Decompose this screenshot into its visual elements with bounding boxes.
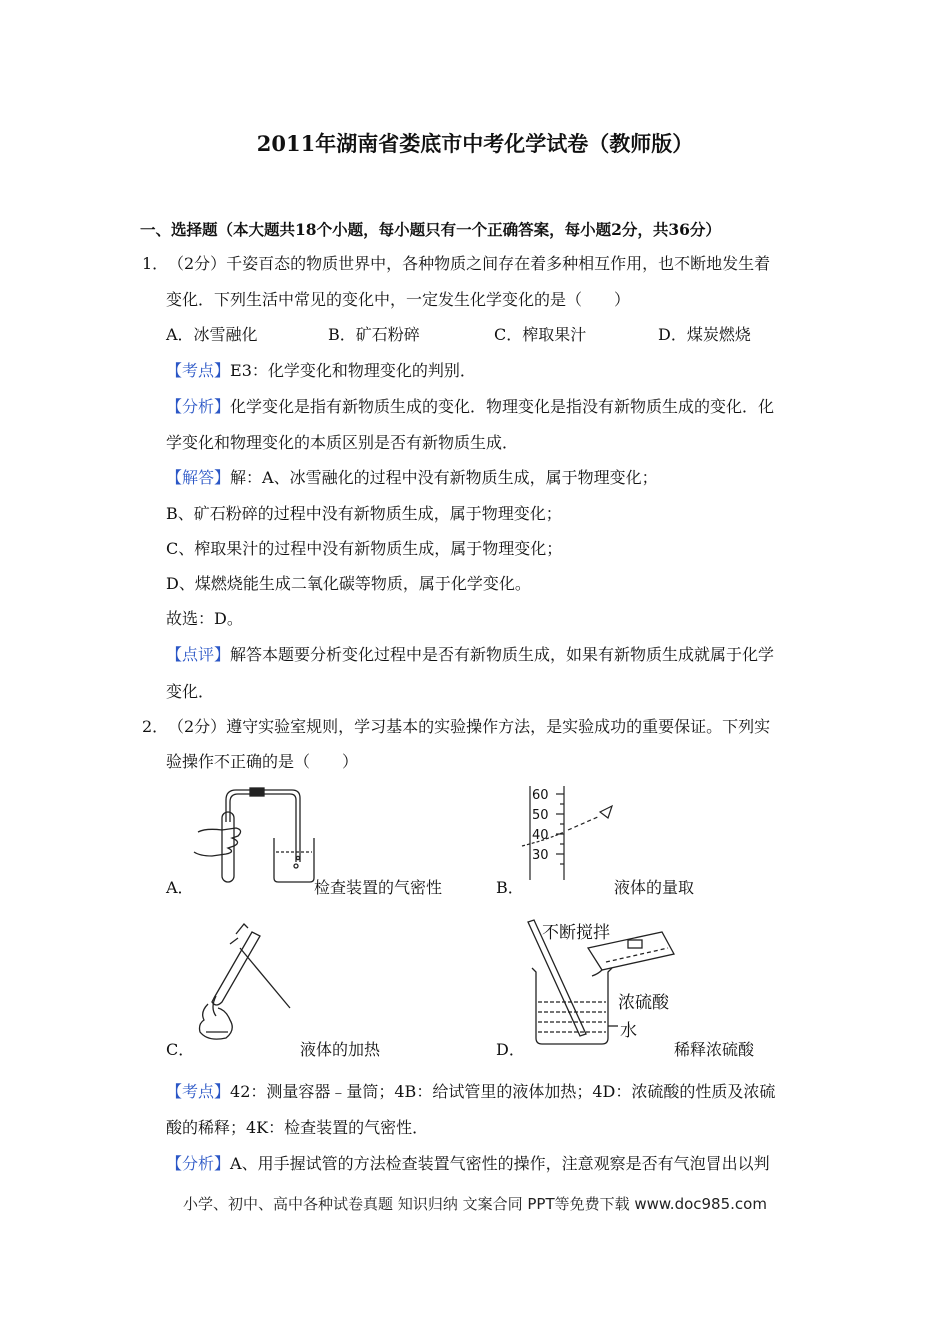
dianping-text: 解答本题要分析变化过程中是否有新物质生成，如果有新物质生成就属于化学	[230, 645, 775, 664]
q1-fenxi-line2: 学变化和物理变化的本质区别是否有新物质生成．	[166, 433, 519, 452]
fenxi-tag: 【分析】	[166, 397, 231, 416]
q1-stem-line2: 变化．下列生活中常见的变化中，一定发生化学变化的是（ ）	[166, 290, 631, 309]
q1-option-d: D．煤炭燃烧	[658, 325, 751, 344]
q1-kaodian	[166, 361, 476, 381]
q1-jieda-line4: D、煤燃烧能生成二氧化碳等物质，属于化学变化。	[166, 574, 531, 593]
q2-kaodian-line2: 酸的稀释；4K：检查装置的气密性．	[166, 1118, 429, 1137]
q1-number: 1．	[142, 254, 169, 273]
q2-option-c-caption: 液体的加热	[300, 1040, 381, 1059]
cylinder-tick-30: 30	[532, 848, 549, 863]
kaodian-text: E3：化学变化和物理变化的判别．	[230, 361, 476, 380]
cylinder-tick-50: 50	[532, 808, 549, 823]
q2-kaodian	[166, 1082, 775, 1102]
q1-option-c: C．榨取果汁	[494, 325, 587, 344]
figure-liquid-heating	[186, 912, 306, 1047]
figure-airtightness-check	[192, 782, 322, 887]
dianping-tag: 【点评】	[166, 645, 231, 664]
q2-option-c-letter: C．	[166, 1040, 195, 1059]
q2-stem-line1: （2分）遵守实验室规则，学习基本的实验操作方法，是实验成功的重要保证。下列实	[168, 717, 771, 736]
q1-dianping	[166, 645, 774, 665]
section-heading: 一、选择题（本大题共18个小题，每小题只有一个正确答案，每小题2分，共36分）	[140, 220, 721, 239]
q1-fenxi	[166, 397, 774, 417]
q2-stem-line2: 验操作不正确的是（ ）	[166, 752, 359, 771]
fenxi-text: A、用手握试管的方法检查装置气密性的操作，注意观察是否有气泡冒出以判	[230, 1154, 770, 1173]
q2-option-d-letter: D．	[496, 1040, 525, 1059]
kaodian-text: 42：测量容器﹣量筒；4B：给试管里的液体加热；4D：浓硫酸的性质及浓硫	[230, 1082, 776, 1101]
q2-option-b-letter: B．	[496, 878, 524, 897]
q1-option-a: A．冰雪融化	[166, 325, 258, 344]
q1-jieda-line3: C、榨取果汁的过程中没有新物质生成，属于物理变化；	[166, 539, 563, 558]
q1-option-b: B．矿石粉碎	[328, 325, 420, 344]
q1-jieda	[166, 468, 658, 488]
q1-jieda-line5: 故选：D。	[166, 609, 243, 628]
jieda-tag: 【解答】	[166, 468, 231, 487]
kaodian-tag: 【考点】	[166, 1082, 231, 1101]
fenxi-tag: 【分析】	[166, 1154, 231, 1173]
figure-acid-dilution	[522, 914, 692, 1049]
q2-option-a-caption: 检查装置的气密性	[314, 878, 443, 897]
fenxi-text: 化学变化是指有新物质生成的变化．物理变化是指没有新物质生成的变化．化	[230, 397, 775, 416]
q2-fenxi	[166, 1154, 770, 1174]
q2-option-d-caption: 稀释浓硫酸	[674, 1040, 755, 1059]
q2-option-b-caption: 液体的量取	[614, 878, 695, 897]
q2-option-a-letter: A．	[166, 878, 194, 897]
q1-stem-line1: （2分）千姿百态的物质世界中，各种物质之间存在着多种相互作用，也不断地发生着	[168, 254, 771, 273]
acid-dilution-water-label: 水	[620, 1021, 637, 1041]
acid-dilution-stir-label: 不断搅拌	[542, 923, 610, 943]
page-title: 2011年湖南省娄底市中考化学试卷（教师版）	[256, 131, 694, 156]
q2-number: 2．	[142, 717, 169, 736]
kaodian-tag: 【考点】	[166, 361, 231, 380]
page-footer: 小学、初中、高中各种试卷真题 知识归纳 文案合同 PPT等免费下载 www.doc985.com	[183, 1195, 767, 1213]
cylinder-tick-40: 40	[532, 828, 549, 843]
acid-dilution-acid-label: 浓硫酸	[618, 993, 669, 1013]
q1-dianping-line2: 变化．	[166, 682, 215, 701]
figure-cylinder-reading	[520, 782, 620, 882]
q1-jieda-line2: B、矿石粉碎的过程中没有新物质生成，属于物理变化；	[166, 504, 562, 523]
jieda-text: 解：A、冰雪融化的过程中没有新物质生成，属于物理变化；	[230, 468, 658, 487]
cylinder-tick-60: 60	[532, 788, 549, 803]
